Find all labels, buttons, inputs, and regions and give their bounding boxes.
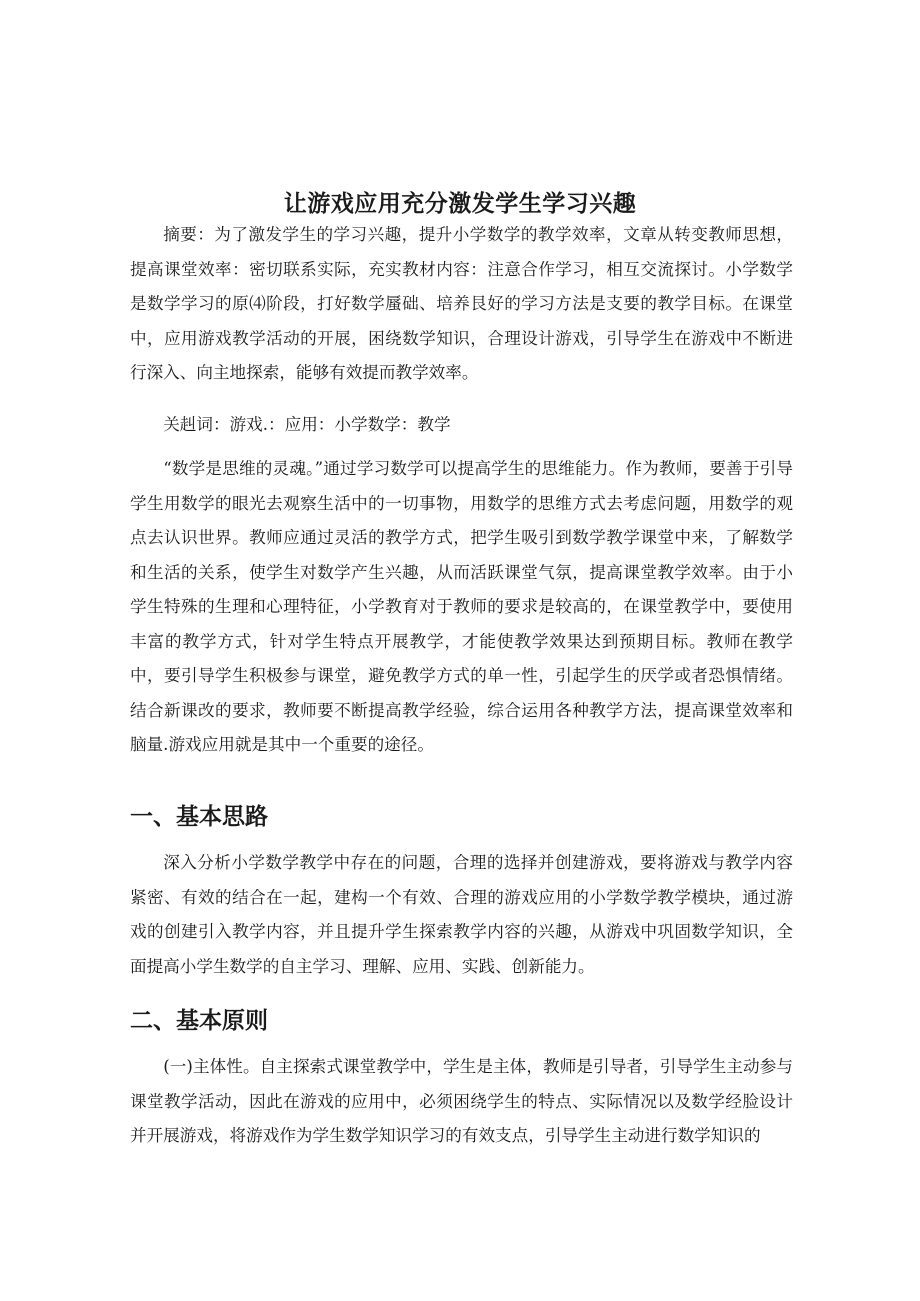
abstract-paragraph: 摘要：为了激发学生的学习兴趣，提升小学数学的教学效率，文章从转变教师思想，提高课堂效率：密切联系实际，充实教材内容：注意合作学习，相互交流探讨。小学数学是数学学习的原⑷阶段，打好数学蜃础、培养艮好的学习方法是支要的教学目标。在课堂中，应用游戏教学活动的开展，困绕数学知识，合理设计游戏，引导学生在游戏中不断进行深入、向主地探索，能够有效提而教学效率。 — [130, 225, 793, 382]
section-heading-basic-approach: 一、基本思路 — [130, 804, 268, 830]
section-heading-basic-principles: 二、基本原则 — [130, 1008, 268, 1034]
document-title: 让游戏应用充分激发学生学习兴趣 — [283, 191, 637, 218]
section-body-basic-approach: 深入分析小学数学教学中存在的问题，合理的选择并创建游戏，要将游戏与教学内容紧密、有效的结合在一起，建构一个有效、合理的游戏应用的小学数学教学模块，通过游戏的创建引入教学内容，并且提升学生探索教学内容的兴趣，从游戏中巩固数学知识，全面提高小学生数学的自主学习、理解、应用、实践、创新能力。 — [130, 853, 793, 976]
intro-paragraph: “数学是思维的灵魂。”通过学习数学可以提高学生的思维能力。作为教师，要善于引导学生用数学的眼光去观察生活中的一切事物，用数学的思维方式去考虑问题，用数学的观点去认识世界。教师应通过灵活的教学方式，把学生吸引到数学教学课堂中来，了解数学和生活的关系，使学生对数学产生兴趣，从而活跃课堂气氛，提高课堂教学效率。由于小学生特殊的生理和心理特征，小学教育对于教师的要求是较高的，在课堂教学中，要使用丰富的教学方式，针对学生特点开展教学，才能使教学效果达到预期目标。教师在教学中，要引导学生积极参与课堂，避免教学方式的单一性，引起学生的厌学或者恐惧情绪。结合新课改的要求，教师要不断提高教学经验，综合运用各种教学方法，提高课堂效率和脑量.游戏应用就是其中一个重要的途径。 — [130, 459, 793, 754]
section-body-basic-principles: (一)主体性。自主探索式课堂教学中，学生是主体，教师是引导者，引导学生主动参与课堂教学活动，因此在游戏的应用中，必须困绕学生的特点、实际情况以及数学经脸设计并开展游戏，将游戏作为学生数学知识学习的有效支点，引导学生主动进行数学知识的 — [130, 1057, 793, 1145]
keywords-line: 关赳词：游戏.：应用：小学数学：教学 — [163, 415, 451, 434]
